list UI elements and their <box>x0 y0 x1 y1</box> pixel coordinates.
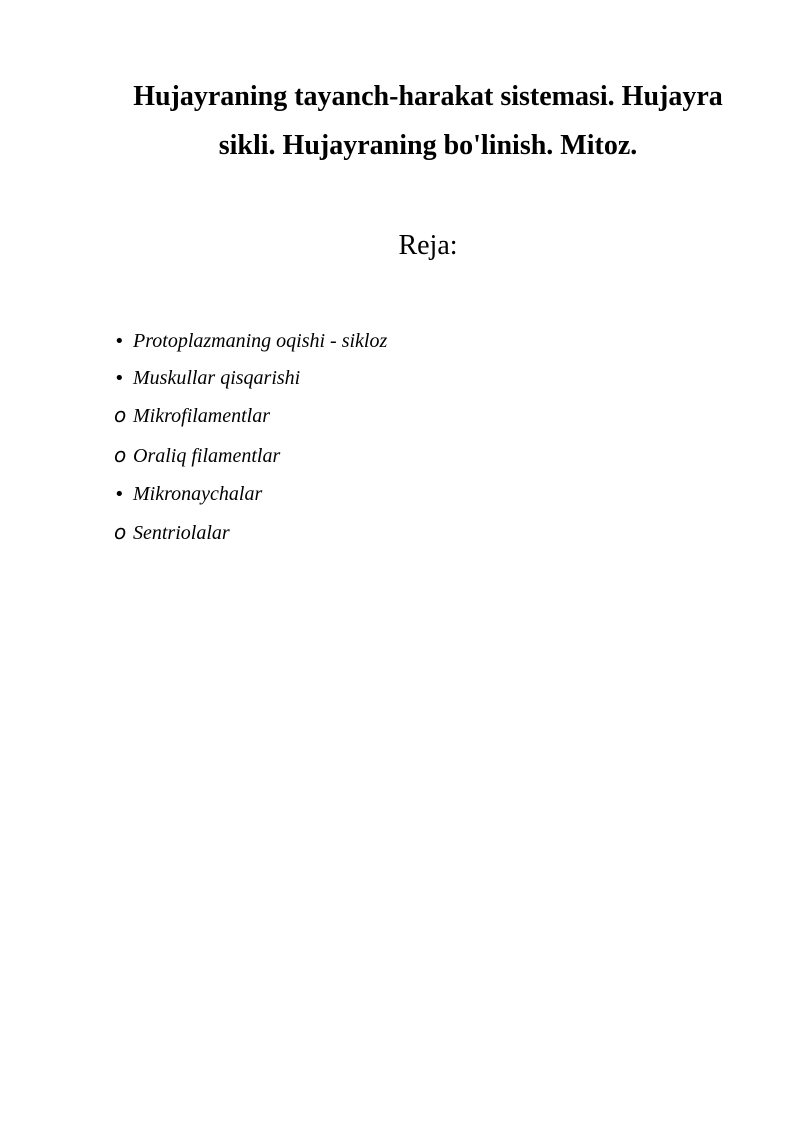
bullet-icon: • <box>114 368 125 389</box>
list-item <box>114 328 714 365</box>
list-item-text: Protoplazmaning oqishi - sikloz <box>133 330 388 352</box>
list-item-text: Sentriolalar <box>133 522 230 544</box>
circle-bullet-icon: o <box>114 520 127 544</box>
bullet-icon: • <box>114 484 125 505</box>
title-line-2: sikli. Hujayraning bo'linish. Mitoz. <box>218 130 638 161</box>
list-item <box>114 519 714 557</box>
list-item-text: Muskullar qisqarishi <box>133 367 301 389</box>
page-title <box>100 72 756 170</box>
list-item <box>114 365 714 402</box>
list-item <box>114 442 714 481</box>
plan-list <box>114 328 714 557</box>
circle-bullet-icon: o <box>114 403 127 427</box>
circle-bullet-icon: o <box>114 443 127 467</box>
list-item <box>114 481 714 519</box>
list-item-text: Mikronaychalar <box>133 483 263 505</box>
list-item <box>114 402 714 442</box>
plan-heading: Reja: <box>398 230 458 261</box>
list-item-text: Mikrofilamentlar <box>133 405 271 427</box>
list-item-text: Oraliq filamentlar <box>133 445 281 467</box>
bullet-icon: • <box>114 331 125 352</box>
title-line-1: Hujayraning tayanch-harakat sistemasi. Hujayra <box>133 81 723 112</box>
